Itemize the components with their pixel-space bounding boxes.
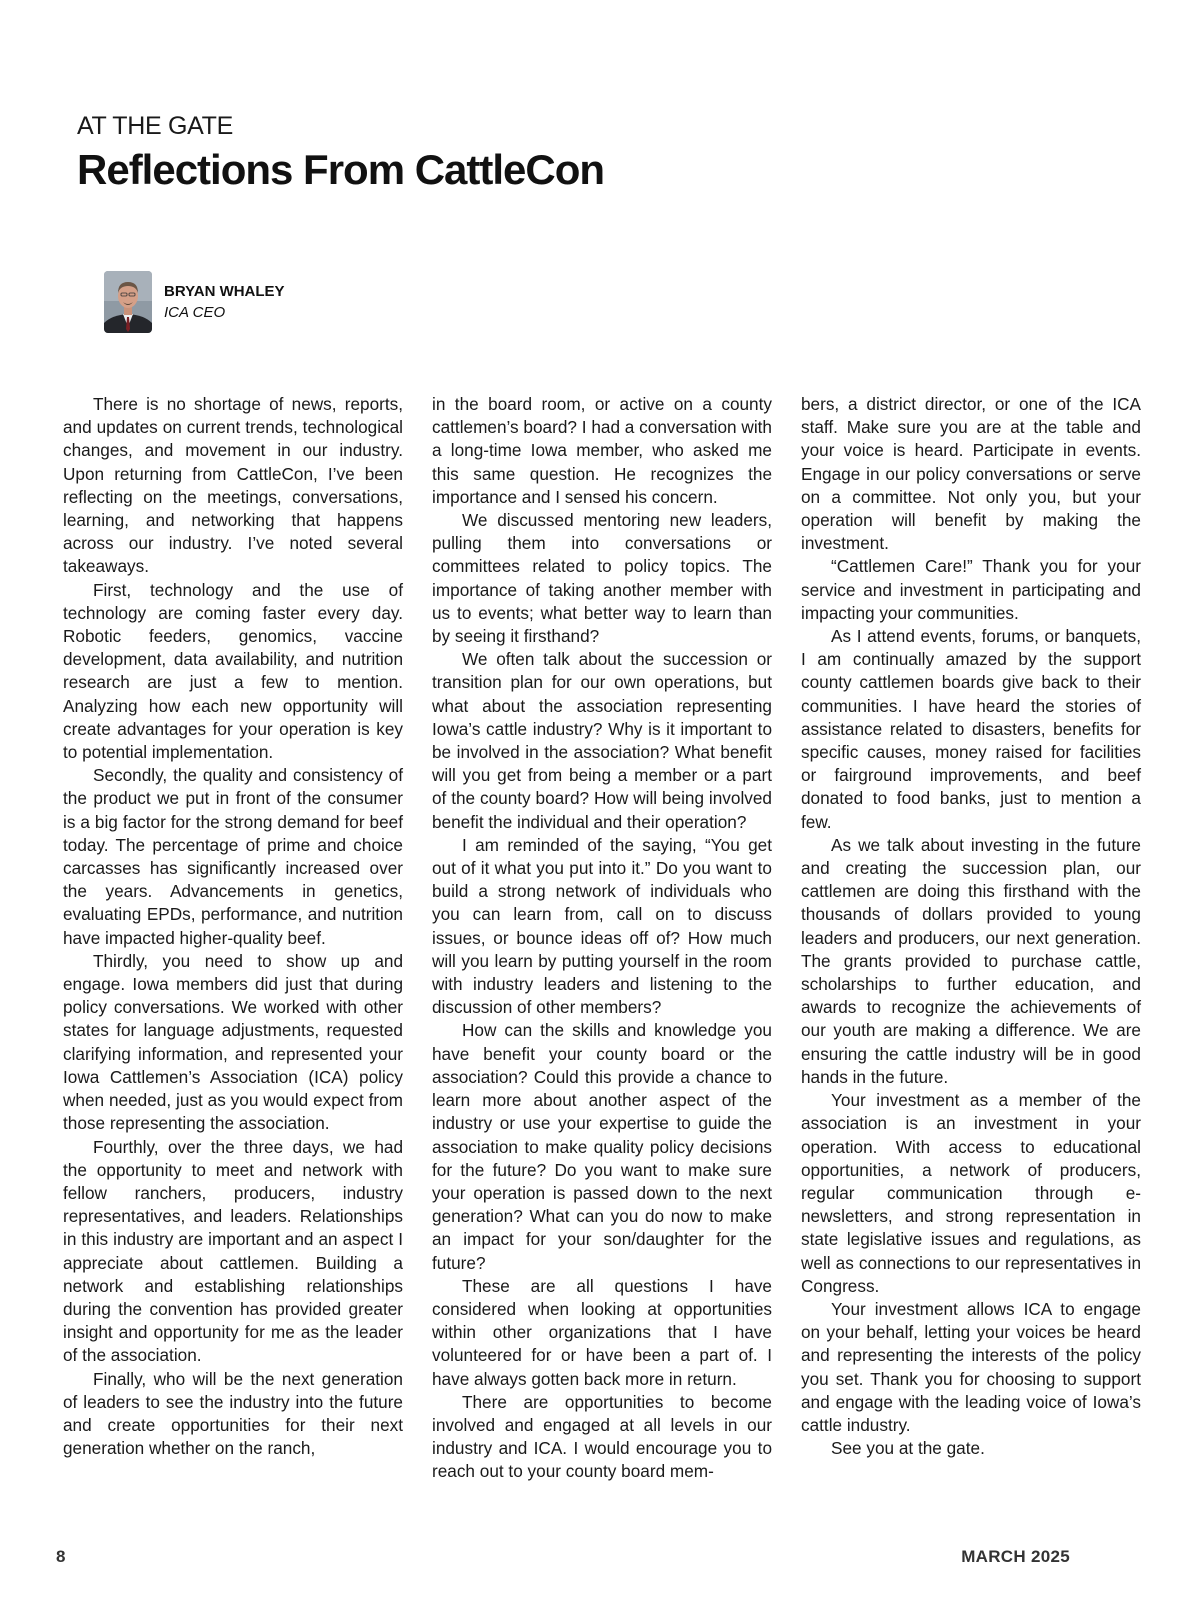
paragraph-continued: in the board room, or active on a county cattlemen’s board? I had a conversation with a long-time Iowa member, who asked me this same question. He recognizes the importance and I sensed his concern. [432,394,772,507]
paragraph: How can the skills and knowledge you have benefit your county board or the association? Could this provide a chance to learn more about another aspect of the industry or use your expertise to guide the association to make quality policy decisions for the future? Do you want to make sure your operation is passed down to the next generation? What can you do now to make an impact for your son/daughter for the future? [432,1020,772,1273]
paragraph: “Cattlemen Care!” Thank you for your service and investment in participating and impacting your communities. [801,556,1141,623]
author-byline [104,271,285,333]
paragraph: Finally, who will be the next generation of leaders to see the industry into the future and create opportunities for their next generation whether on the ranch, [63,1368,403,1459]
paragraph: There are opportunities to become involved and engaged at all levels in our industry and ICA. I would encourage you to reach out to your county board mem- [432,1391,772,1482]
paragraph: We discussed mentoring new leaders, pulling them into conversations or committees related to policy topics. The importance of taking another member with us to events; what better way to learn than by seeing it firsthand? [432,510,772,647]
article-column-3 [801,393,1141,1460]
article-title: Reflections From CattleCon [77,146,605,193]
paragraph: Secondly, the quality and consistency of the product we put in front of the consumer is a big factor for the strong demand for beef today. The percentage of prime and choice carcasses has significantly increased over the years. Advancements in genetics, evaluating EPDs, performance, and nutrition have impacted higher-quality beef. [63,765,403,948]
author-avatar [104,271,152,333]
paragraph: As we talk about investing in the future and creating the succession plan, our cattlemen are doing this firsthand with the thousands of dollars provided to young leaders and producers, our next generation. The grants provided to purchase cattle, scholarships to further education, and awards to recognize the achievements of our youth are making a difference. We are ensuring the cattle industry will be in good hands in the future. [801,834,1141,1087]
paragraph: There is no shortage of news, reports, and updates on current trends, technological changes, and movement in our industry. Upon returning from CattleCon, I’ve been reflecting on the meetings, conversations, learning, and networking that happens across our industry. I’ve noted several takeaways. [63,394,403,577]
author-role: ICA CEO [164,304,226,321]
issue-date: MARCH 2025 [961,1547,1070,1566]
author-name: BRYAN WHALEY [164,283,285,300]
paragraph: Fourthly, over the three days, we had the opportunity to meet and network with fellow ranchers, producers, industry representatives, and leaders. Relationships in this industry are important and an aspect I appreciate about cattlemen. Building a network and establishing relationships during the convention has provided greater insight and opportunity for me as the leader of the association. [63,1136,403,1366]
page-number: 8 [56,1547,66,1566]
paragraph: I am reminded of the saying, “You get out of it what you put into it.” Do you want to build a strong network of individuals who you can learn from, call on to discuss issues, or bounce ideas off of? How much will you learn by putting yourself in the room with industry leaders and listening to the discussion of other members? [432,834,772,1018]
article-column-2 [432,393,772,1484]
paragraph: As I attend events, forums, or banquets, I am continually amazed by the support county cattlemen boards give back to their communities. I have heard the stories of assistance related to disasters, benefits for specific causes, money raised for facilities or fairground improvements, and beef donated to food banks, just to mention a few. [801,626,1141,832]
paragraph: Your investment allows ICA to engage on your behalf, letting your voices be heard and representing the interests of the policy you set. Thank you for choosing to support and engage with the leading voice of Iowa’s cattle industry. [801,1298,1141,1435]
paragraph: These are all questions I have considered when looking at opportunities within other organizations that I have volunteered for or have been a part of. I have always gotten back more in return. [432,1275,772,1389]
section-kicker: AT THE GATE [77,112,233,140]
paragraph: Your investment as a member of the association is an investment in your operation. With access to educational opportunities, a network of producers, regular communication through e-newsletters, and strong representation in state legislative issues and regulations, as well as connections to our representatives in Congress. [801,1090,1141,1296]
paragraph: Thirdly, you need to show up and engage. Iowa members did just that during policy conversations. We worked with other states for language adjustments, requested clarifying information, and represented your Iowa Cattlemen’s Association (ICA) policy when needed, just as you would expect from those representing the association. [63,950,403,1134]
paragraph: We often talk about the succession or transition plan for our own operations, but what about the association representing Iowa’s cattle industry? Why is it important to be involved in the association? What benefit will you get from being a member or a part of the county board? How will being involved benefit the individual and their operation? [432,649,772,832]
paragraph: See you at the gate. [831,1438,985,1459]
paragraph-continued: bers, a district director, or one of the ICA staff. Make sure you are at the table and your voice is heard. Participate in events. Engage in our policy conversations or serve on a committee. Not only you, but your operation will benefit by making the investment. [801,394,1141,554]
article-column-1 [63,393,403,1460]
paragraph: First, technology and the use of technology are coming faster every day. Robotic feeders, genomics, vaccine development, data availability, and nutrition research are just a few to mention. Analyzing how each new opportunity will create advantages for your operation is key to potential implementation. [63,579,403,763]
